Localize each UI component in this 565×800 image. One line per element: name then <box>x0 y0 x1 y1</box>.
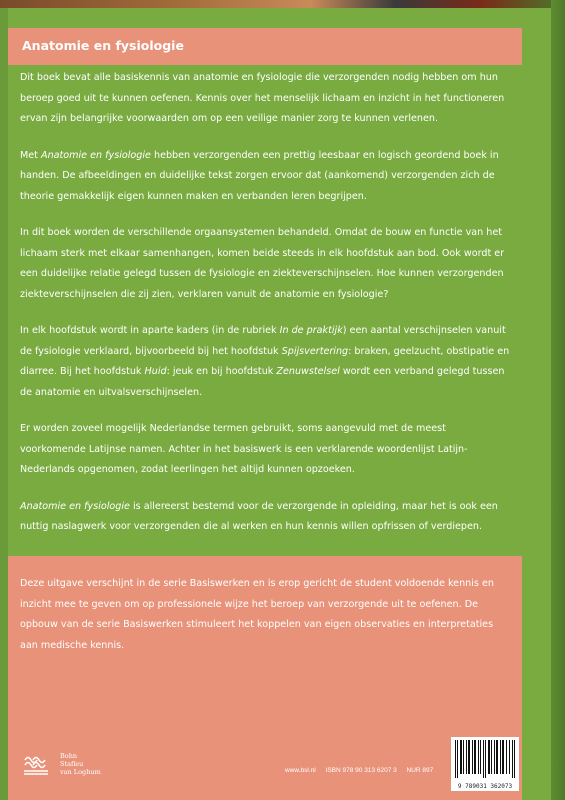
publisher-mark-icon <box>22 752 54 778</box>
series-box <box>8 556 522 800</box>
publisher-name: Bohn Stafleu van Loghum <box>60 752 101 776</box>
isbn: ISBN 978 90 313 6207 3 <box>325 767 397 774</box>
blurb-text <box>20 68 512 554</box>
paragraph-intro: Dit boek bevat alle basiskennis van anatomie en fysiologie die verzorgenden nodig hebben om hun beroep goed uit te kunnen oefenen. Kennis over het menselijk lichaam en inzicht in het functioneren ervan zijn belangrijke voorwaarden om op een veilige manier zorg te kunnen verlenen. <box>20 72 505 124</box>
paragraph-terms: Er worden zoveel mogelijk Nederlandse termen gebruikt, soms aangevuld met de meest voorkomende Latijnse namen. Achter in het basiswerk is een verklarende woordenlijst Latijn-Nederlands opgenomen, zodat leerlingen het altijd kunnen opzoeken. <box>20 423 468 475</box>
publisher-logo <box>22 752 112 782</box>
book-title: Anatomie en fysiologie <box>22 38 184 53</box>
barcode-bars <box>451 737 519 781</box>
website: www.bsl.nl <box>285 767 316 774</box>
barcode-number: 9 789031 362073 <box>457 783 513 790</box>
top-color-strip <box>0 0 565 8</box>
isbn-info <box>285 767 441 774</box>
spine-edge <box>551 0 565 800</box>
nur: NUR 897 <box>406 767 434 774</box>
paragraph-systems: In dit boek worden de verschillende orgaansystemen behandeld. Omdat de bouw en functie van het lichaam sterk met elkaar samenhangen, komen beide steeds in elk hoofdstuk aan bod. Ook wordt er een duidelijke relatie gelegd tussen de fysiologie en ziekteverschijnselen. Hoe kunnen verzorgenden ziekteverschijnselen die zij zien, verklaren vanuit de anatomie en fysiologie? <box>20 227 505 300</box>
paragraph-reader: Met Anatomie en fysiologie hebben verzorgenden een prettig leesbaar en logisch geordend boek in handen. De afbeeldingen en duidelijke tekst zorgen ervoor dat (aankomend) verzorgenden zich de theorie gemakkelijk eigen kunnen maken en verbanden leren begrijpen. <box>20 149 499 202</box>
paragraph-audience: Anatomie en fysiologie is allereerst bestemd voor de verzorgende in opleiding, maar het is ook een nuttig naslagwerk voor verzorgenden die al werken en hun kennis willen opfrissen of verdiepen. <box>20 500 498 532</box>
title-bar <box>8 28 522 65</box>
italic-title: Anatomie en fysiologie <box>41 149 151 161</box>
paragraph-chapters: In elk hoofdstuk wordt in aparte kaders (in de rubriek In de praktijk) een aantal verschijnselen vanuit de fysiologie verklaard, bijvoorbeeld bij het hoofdstuk Spijsvertering: braken, geelzucht, obstipatie en diarree. Bij het hoofdstuk Huid: jeuk en bij hoofdstuk Zenuwstelsel wordt een verband gelegd tussen de anatomie en uitvalsverschijnselen. <box>20 325 510 398</box>
series-text: Deze uitgave verschijnt in de serie Basiswerken en is erop gericht de student voldoende kennis en inzicht mee te geven om op professionele wijze het beroep van verzorgende uit te oefenen. De opbouw van de serie Basiswerken stimuleert het koppelen van eigen observaties en interpretaties aan medische kennis. <box>20 578 494 651</box>
barcode <box>451 737 519 791</box>
